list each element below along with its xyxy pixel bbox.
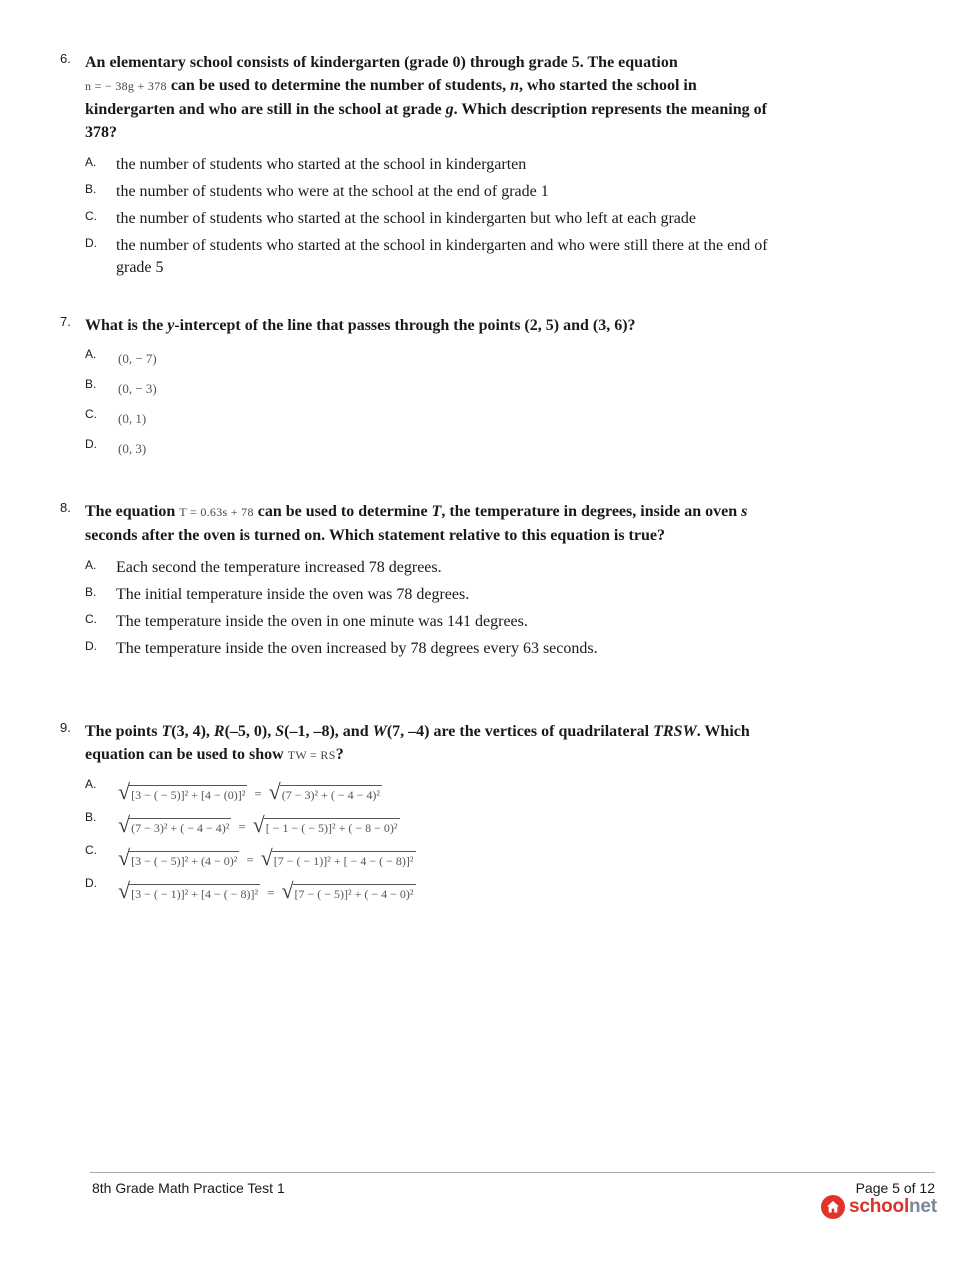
question-stem: An elementary school consists of kindergarten (grade 0) through grade 5. The equation n = − 38g + 378 can be used to determine the number of students, n, who started the school in kindergarten and who are still in the school at grade g. Which description represents the meaning of 378? xyxy=(85,54,767,141)
radical-right: √ [ − 1 − ( − 5)]² + ( − 8 − 0)² xyxy=(252,812,398,837)
radical-left: √ (7 − 3)² + ( − 4 − 4)² xyxy=(118,812,230,837)
equals-sign: = xyxy=(267,885,275,900)
radical-left: √ [3 − ( − 5)]² + [4 − (0)]² xyxy=(118,779,246,804)
answer-option-c[interactable] xyxy=(85,407,780,437)
option-letter: C. xyxy=(85,612,97,626)
sqrt-icon: √ xyxy=(118,845,131,870)
option-text: the number of students who started at the school in kindergarten xyxy=(116,156,527,173)
radical-right: √ [7 − ( − 1)]² + [ − 4 − ( − 8)]² xyxy=(260,845,414,870)
answer-option-d[interactable] xyxy=(85,876,780,909)
answer-option-b[interactable] xyxy=(85,810,780,843)
sqrt-icon: √ xyxy=(252,812,265,837)
sqrt-icon: √ xyxy=(118,779,131,804)
answer-option-b[interactable] xyxy=(85,181,780,203)
option-letter: A. xyxy=(85,777,97,791)
option-letter: B. xyxy=(85,585,97,599)
sqrt-icon: √ xyxy=(118,878,131,903)
question-7 xyxy=(60,314,780,467)
question-6 xyxy=(60,51,780,279)
answer-option-d[interactable] xyxy=(85,638,780,660)
option-equation xyxy=(118,812,400,836)
option-letter: D. xyxy=(85,236,97,250)
house-icon xyxy=(821,1195,845,1219)
option-letter: A. xyxy=(85,558,97,572)
option-letter: B. xyxy=(85,182,97,196)
answer-option-a[interactable] xyxy=(85,154,780,176)
option-letter: A. xyxy=(85,155,97,169)
question-9 xyxy=(60,720,780,909)
answer-option-a[interactable] xyxy=(85,557,780,579)
equation: n = − 38g + 378 xyxy=(85,79,167,93)
option-text: The temperature inside the oven increased by 78 degrees every 63 seconds. xyxy=(116,640,598,657)
option-text: (0, 3) xyxy=(118,441,147,456)
option-equation xyxy=(118,779,382,803)
answer-option-a[interactable] xyxy=(85,777,780,810)
option-letter: C. xyxy=(85,843,97,857)
radical-right: √ (7 − 3)² + ( − 4 − 4)² xyxy=(268,779,380,804)
answer-option-c[interactable] xyxy=(85,208,780,230)
option-letter: D. xyxy=(85,437,97,451)
option-letter: B. xyxy=(85,377,97,391)
option-letter: A. xyxy=(85,347,97,361)
question-stem: What is the y-intercept of the line that passes through the points (2, 5) and (3, 6)? xyxy=(85,317,636,334)
brand-name: schoolnet xyxy=(849,1196,937,1217)
option-text: Each second the temperature increased 78 degrees. xyxy=(116,559,442,576)
answer-option-b[interactable] xyxy=(85,377,780,407)
equals-sign: = xyxy=(246,852,254,867)
option-text: (0, − 7) xyxy=(118,351,157,366)
question-number: 7. xyxy=(60,314,71,329)
option-text: The temperature inside the oven in one minute was 141 degrees. xyxy=(116,613,528,630)
equation: TW = RS xyxy=(287,748,336,762)
answer-option-c[interactable] xyxy=(85,611,780,633)
option-letter: C. xyxy=(85,407,97,421)
sqrt-icon: √ xyxy=(118,812,131,837)
equation: T = 0.63s + 78 xyxy=(179,505,254,519)
sqrt-icon: √ xyxy=(268,779,281,804)
schoolnet-logo xyxy=(821,1195,937,1219)
sqrt-icon: √ xyxy=(260,845,273,870)
answer-option-d[interactable] xyxy=(85,235,780,279)
option-letter: C. xyxy=(85,209,97,223)
option-text: (0, 1) xyxy=(118,411,147,426)
option-text: the number of students who were at the school at the end of grade 1 xyxy=(116,183,549,200)
question-stem: The points T(3, 4), R(–5, 0), S(–1, –8), and W(7, –4) are the vertices of quadrilateral TRSW. Which equation can be used to show TW = RS? xyxy=(85,723,750,763)
option-text: (0, − 3) xyxy=(118,381,157,396)
equals-sign: = xyxy=(238,819,246,834)
option-equation xyxy=(118,878,416,902)
answer-option-a[interactable] xyxy=(85,347,780,377)
footer-title: 8th Grade Math Practice Test 1 xyxy=(92,1180,285,1196)
option-letter: B. xyxy=(85,810,97,824)
equals-sign: = xyxy=(254,786,262,801)
footer-divider xyxy=(90,1172,935,1173)
radical-right: √ [7 − ( − 5)]² + ( − 4 − 0)² xyxy=(281,878,414,903)
question-8 xyxy=(60,500,780,660)
option-equation xyxy=(118,845,416,869)
answer-option-d[interactable] xyxy=(85,437,780,467)
page-number: Page 5 of 12 xyxy=(855,1180,935,1196)
option-letter: D. xyxy=(85,639,97,653)
option-text: the number of students who started at the school in kindergarten and who were still there at the end of grade 5 xyxy=(116,237,768,276)
question-number: 6. xyxy=(60,51,71,66)
answer-option-c[interactable] xyxy=(85,843,780,876)
radical-left: √ [3 − ( − 1)]² + [4 − ( − 8)]² xyxy=(118,878,259,903)
option-text: The initial temperature inside the oven was 78 degrees. xyxy=(116,586,470,603)
option-text: the number of students who started at the school in kindergarten but who left at each grade xyxy=(116,210,696,227)
answer-option-b[interactable] xyxy=(85,584,780,606)
sqrt-icon: √ xyxy=(281,878,294,903)
option-letter: D. xyxy=(85,876,97,890)
question-number: 8. xyxy=(60,500,71,515)
question-stem: The equation T = 0.63s + 78 can be used to determine T, the temperature in degrees, inside an oven s seconds after the oven is turned on. Which statement relative to this equation is true? xyxy=(85,503,748,544)
radical-left: √ [3 − ( − 5)]² + (4 − 0)² xyxy=(118,845,238,870)
question-number: 9. xyxy=(60,720,71,735)
